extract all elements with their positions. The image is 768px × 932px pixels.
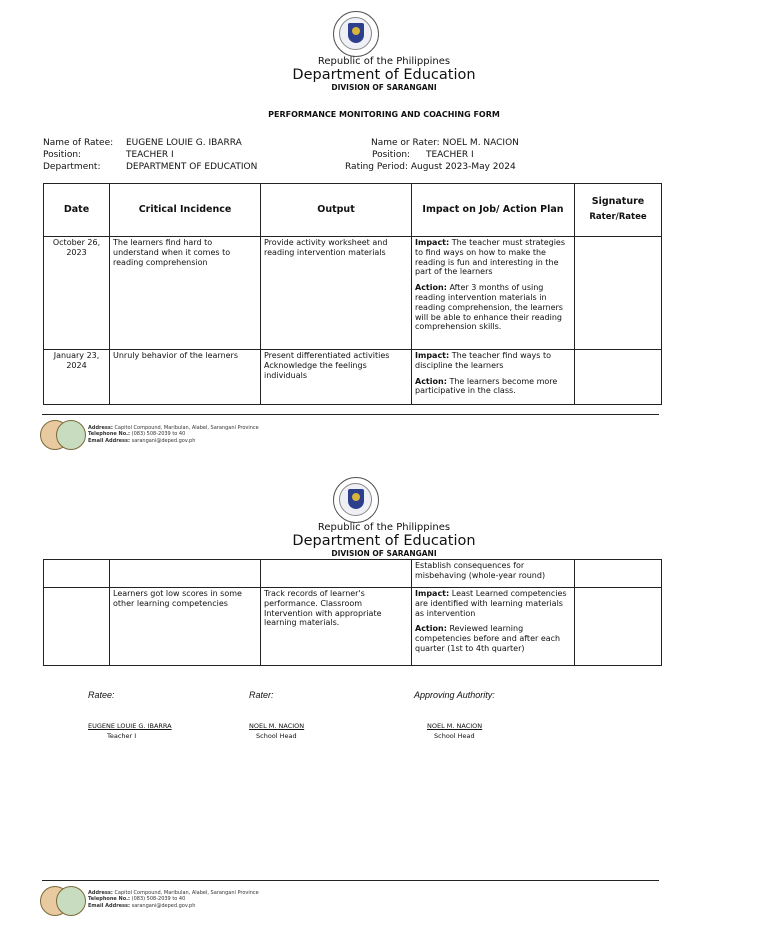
rater-position-value: TEACHER I (426, 150, 474, 160)
header-signature-label: Signature (591, 196, 645, 208)
footer-logos (40, 886, 84, 918)
rater-name: Name or Rater: NOEL M. NACION (371, 138, 519, 148)
republic-text: Republic of the Philippines (317, 522, 451, 533)
action-label: Action: (415, 376, 447, 386)
action-text: The learners become more participative in the class. (415, 376, 558, 396)
impact-label: Impact: (415, 589, 450, 598)
row-incidence: The learners find hard to understand when it comes to reading comprehension (110, 237, 261, 350)
approving-authority-label: Approving Authority: (414, 690, 495, 700)
approver-signature-name: NOEL M. NACION (427, 722, 483, 730)
table-row (44, 588, 662, 666)
row-date (44, 560, 110, 588)
department-label: Department: (43, 162, 101, 172)
row-date (44, 588, 110, 666)
row-impact-cell (412, 350, 575, 405)
row-impact-cell (412, 588, 575, 666)
header-impact: Impact on Job/ Action Plan (412, 184, 575, 237)
header-critical-incidence: Critical Incidence (110, 184, 261, 237)
department-title: Department of Education (292, 533, 476, 549)
impact-label: Impact: (415, 351, 450, 360)
footer-divider (42, 414, 659, 415)
impact-text: Least Learned competencies are identified with learning materials as intervention (415, 589, 567, 618)
table-row (44, 237, 662, 350)
ratee-signature-title: Teacher I (107, 732, 137, 740)
row-signature (575, 560, 662, 588)
rating-period: Rating Period: August 2023-May 2024 (345, 162, 516, 172)
header-signature (575, 184, 662, 237)
approver-signature-title: School Head (434, 732, 475, 740)
deped-seal (333, 477, 379, 523)
row-signature (575, 350, 662, 405)
department-title: Department of Education (292, 67, 476, 83)
coaching-table (43, 183, 662, 405)
position-label: Position: (43, 150, 82, 160)
impact-label: Impact: (415, 238, 450, 247)
header-output: Output (261, 184, 412, 237)
ratee-signature-label: Ratee: (88, 690, 115, 700)
row-date: January 23, 2024 (44, 350, 110, 405)
row-output: Provide activity worksheet and reading intervention materials (261, 237, 412, 350)
row-output: Track records of learner's performance. Classroom Intervention with appropriate learning materials. (261, 588, 412, 666)
footer-logos (40, 420, 84, 452)
form-title: PERFORMANCE MONITORING AND COACHING FORM (268, 110, 500, 119)
row-incidence: Learners got low scores in some other learning competencies (110, 588, 261, 666)
rater-signature-title: School Head (256, 732, 297, 740)
action-text: After 3 months of using reading intervention materials in reading comprehension, the learners will be able to enhance their reading comprehension skills. (415, 283, 563, 332)
rater-signature-name: NOEL M. NACION (249, 722, 305, 730)
row-date: October 26, 2023 (44, 237, 110, 350)
rater-position-label: Position: (372, 150, 411, 160)
action-text: Reviewed learning competencies before and after each quarter (1st to 4th quarter) (415, 624, 561, 653)
row-signature (575, 588, 662, 666)
position-value: TEACHER I (126, 150, 174, 160)
ratee-value: EUGENE LOUIE G. IBARRA (126, 138, 242, 148)
impact-text: The teacher find ways to discipline the learners (415, 351, 552, 370)
action-label: Action: (415, 624, 447, 634)
action-label: Action: (415, 283, 447, 293)
row-impact-cell: Establish consequences for misbehaving (whole-year round) (412, 560, 575, 588)
header-date: Date (44, 184, 110, 237)
division-text: DIVISION OF SARANGANI (331, 83, 437, 92)
republic-text: Republic of the Philippines (317, 56, 451, 67)
rater-signature-label: Rater: (249, 690, 274, 700)
footer-contact: Address: Capitol Compound, Maribulan, Alabel, Sarangani Province Telephone No.: (083) 508-2039 to 40 Email Address: sarangani@deped.gov.ph (88, 425, 259, 444)
footer-divider (42, 880, 659, 881)
division-text: DIVISION OF SARANGANI (331, 549, 437, 558)
impact-text: The teacher must strategies to find ways on how to make the reading is fun and interesting in the part of the learners (415, 238, 566, 277)
row-output: Present differentiated activities Acknowledge the feelings individuals (261, 350, 412, 405)
department-value: DEPARTMENT OF EDUCATION (126, 162, 258, 172)
row-incidence (110, 560, 261, 588)
table-header-row (44, 184, 662, 237)
header-rater-ratee: Rater/Ratee (589, 212, 647, 222)
deped-seal (333, 11, 379, 57)
ratee-label: Name of Ratee: (43, 138, 114, 148)
row-signature (575, 237, 662, 350)
row-incidence: Unruly behavior of the learners (110, 350, 261, 405)
row-impact-cell (412, 237, 575, 350)
footer-contact: Address: Capitol Compound, Maribulan, Alabel, Sarangani Province Telephone No.: (083) 508-2039 to 40 Email Address: sarangani@deped.gov.ph (88, 890, 259, 909)
table-row (44, 350, 662, 405)
coaching-table-continued (43, 559, 662, 666)
row-output (261, 560, 412, 588)
ratee-signature-name: EUGENE LOUIE G. IBARRA (88, 722, 172, 730)
table-row (44, 560, 662, 588)
